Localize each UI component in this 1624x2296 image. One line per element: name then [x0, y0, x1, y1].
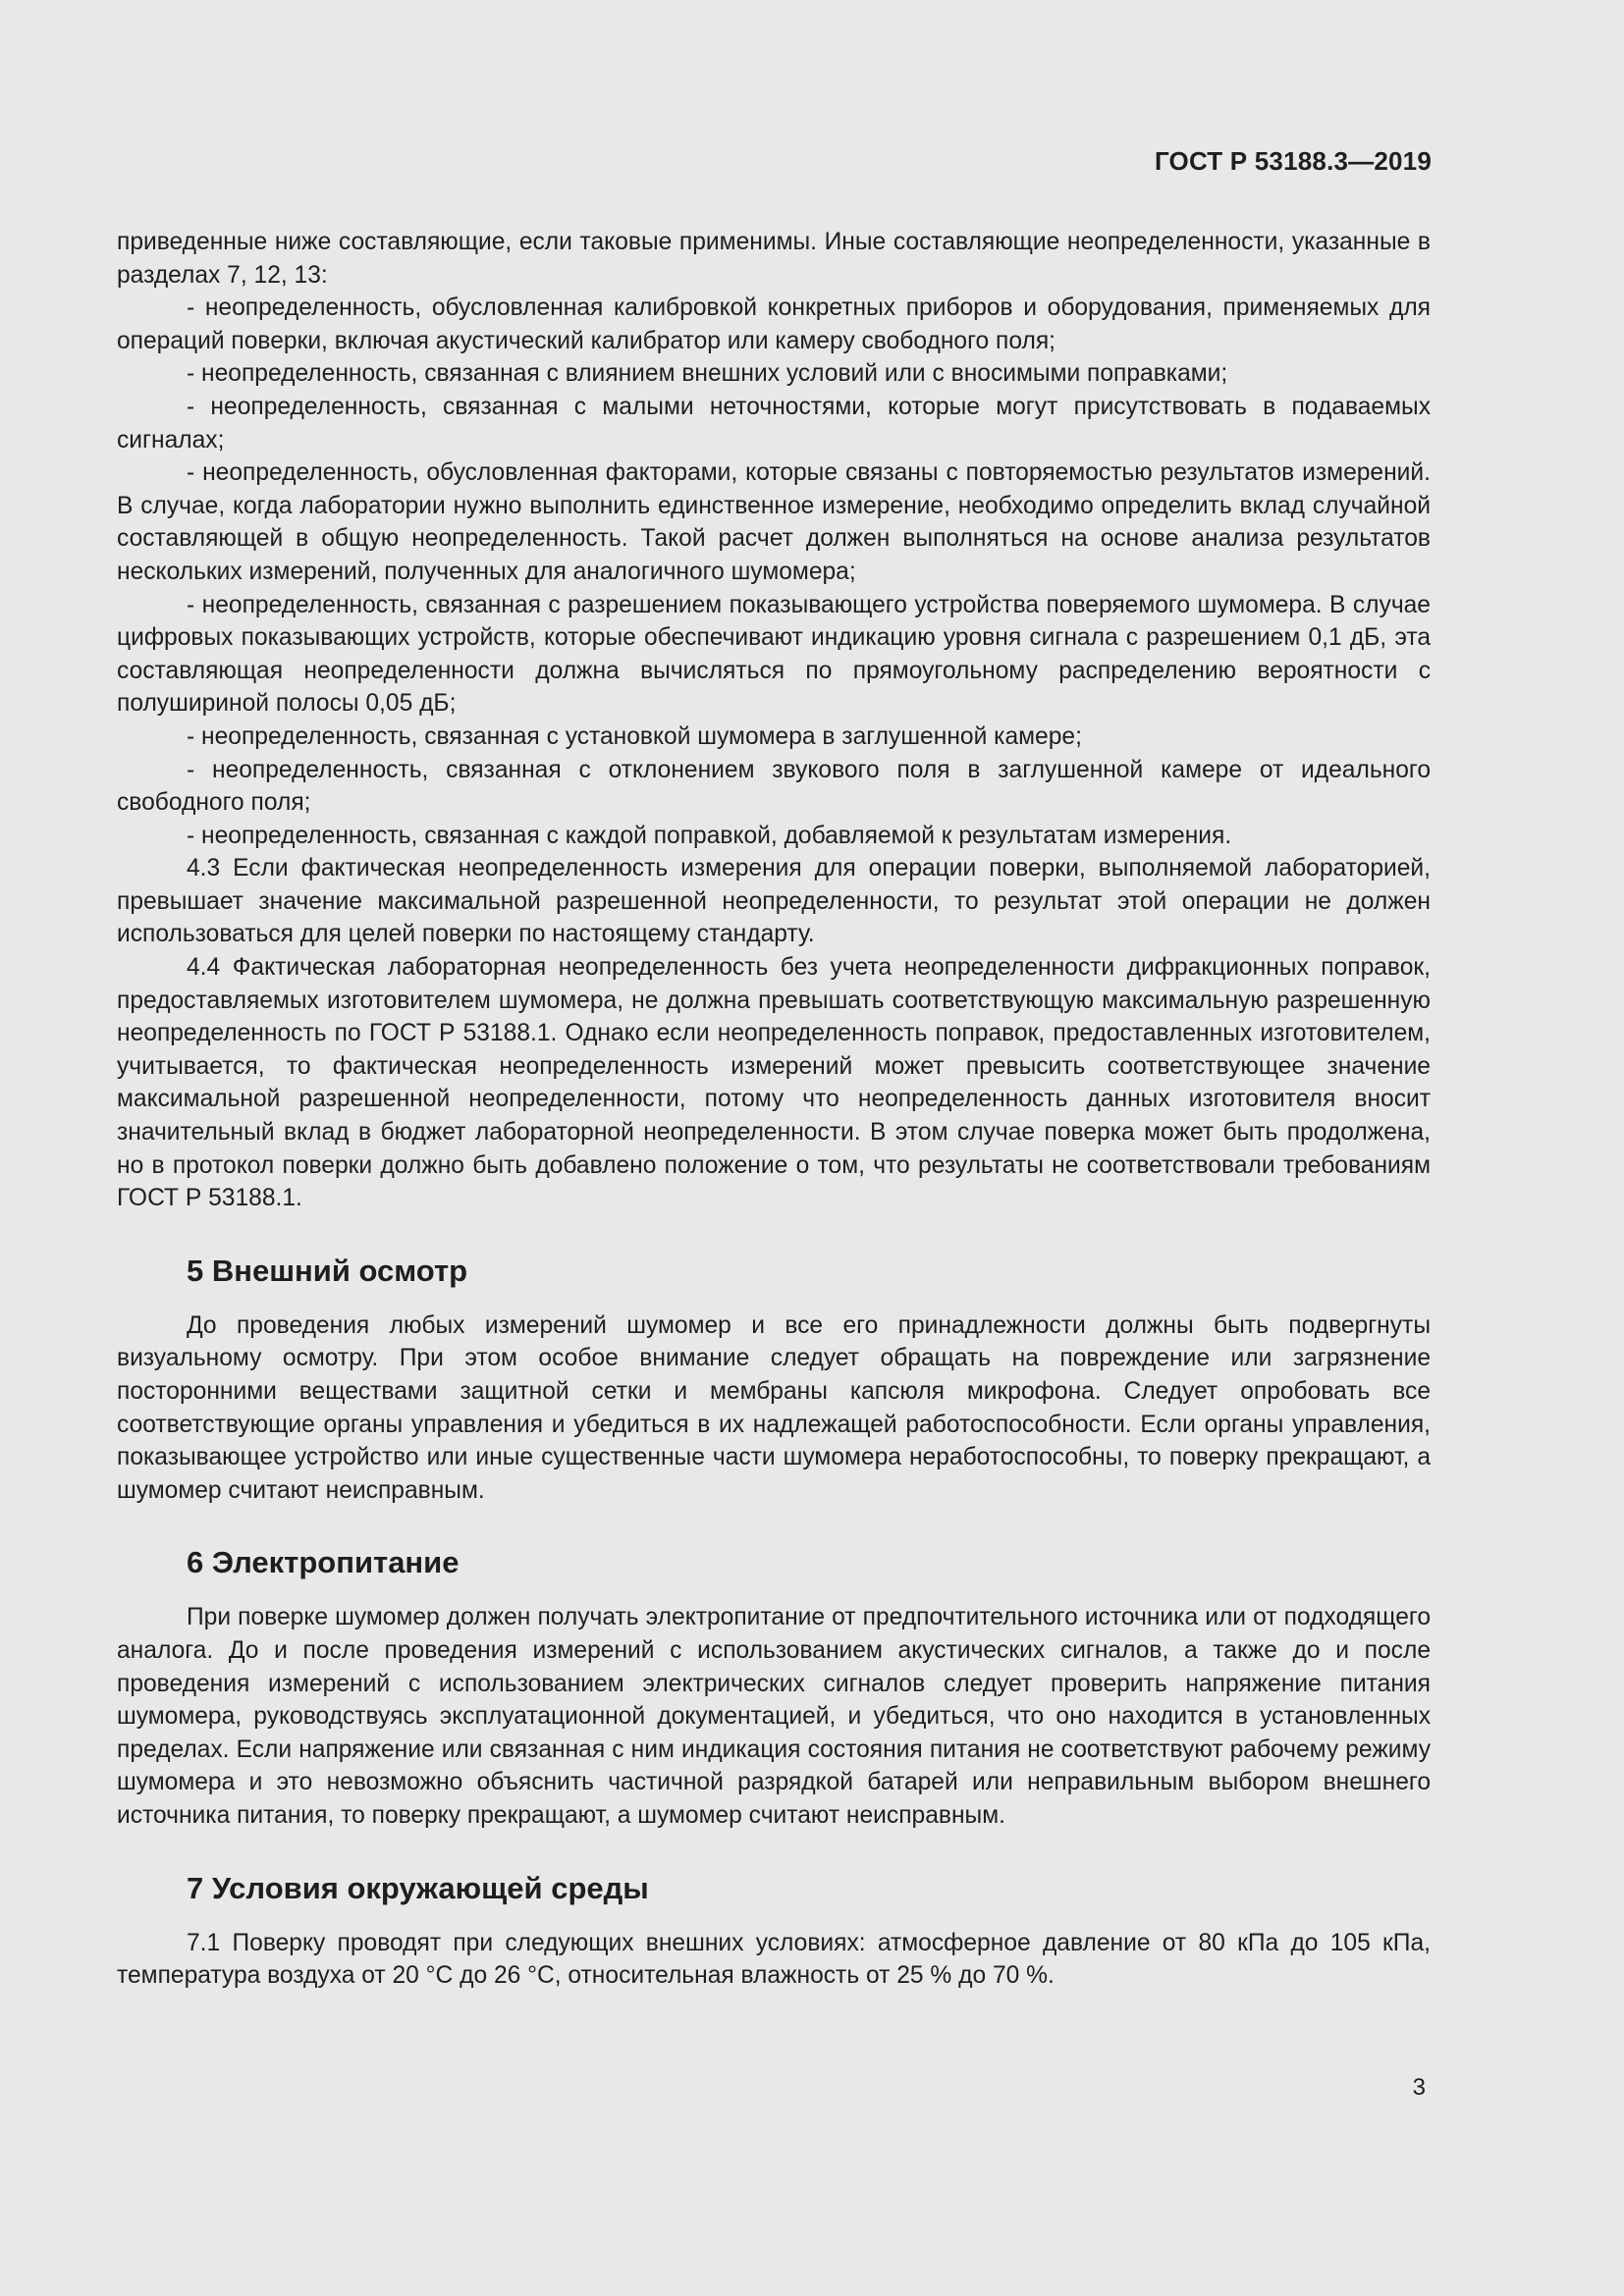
list-item: - неопределенность, связанная с каждой поправкой, добавляемой к результатам измерения.: [187, 822, 1232, 849]
list-item: - неопределенность, связанная с разрешением показывающего устройства поверяемого шумомера. В случае цифровых показывающих устройств, которые обеспечивают индикацию уровня сигнала с разрешением 0,1 дБ, эта составляющая неопределенности должна вычисляться по прямоугольному распределению вероятности с полушириной полосы 0,05 дБ;: [117, 591, 1431, 718]
list-item: - неопределенность, обусловленная калибровкой конкретных приборов и оборудования, применяемых для операций поверки, включая акустический калибратор или камеру свободного поля;: [117, 294, 1431, 354]
list-item: - неопределенность, связанная с отклонением звукового поля в заглушенной камере от идеального свободного поля;: [117, 756, 1431, 817]
section-6-text: При поверке шумомер должен получать электропитание от предпочтительного источника или от подходящего аналога. До и после проведения измерений с использованием акустических сигналов, а также до и после проведения измерений с использованием электрических сигналов следует проверить напряжение питания шумомера, руководствуясь эксплуатационной документацией, и убедиться, что оно находится в установленных пределах. Если напряжение или связанная с ним индикация состояния питания не соответствуют рабочему режиму шумомера и это невозможно объяснить частичной разрядкой батарей или неправильным выбором внешнего источника питания, то поверку прекращают, а шумомер считают неисправным.: [117, 1604, 1431, 1829]
document-code: ГОСТ Р 53188.3—2019: [1154, 146, 1432, 176]
page-content: [117, 226, 1431, 1993]
paragraph-4-3: 4.3 Если фактическая неопределенность измерения для операции поверки, выполняемой лабораторией, превышает значение максимальной разрешенной неопределенности, то результат этой операции не должен использоваться для целей поверки по настоящему стандарту.: [117, 855, 1431, 948]
paragraph-4-4: 4.4 Фактическая лабораторная неопределенность без учета неопределенности дифракционных поправок, предоставляемых изготовителем шумомера, не должна превышать соответствующую максимальную разрешенную неопределенность по ГОСТ Р 53188.1. Однако если неопределенность поправок, предоставленных изготовителем, учитывается, то фактическая неопределенность измерений может превысить соответствующее значение максимальной разрешенной неопределенности, потому что неопределенность данных изготовителя вносит значительный вклад в бюджет лабораторной неопределенности. В этом случае поверка может быть продолжена, но в протокол поверки должно быть добавлено положение о том, что результаты не соответствовали требованиям ГОСТ Р 53188.1.: [117, 954, 1431, 1212]
paragraph-7-1: 7.1 Поверку проводят при следующих внешних условиях: атмосферное давление от 80 кПа до 105 кПа, температура воздуха от 20 °С до 26 °С, относительная влажность от 25 % до 70 %.: [117, 1929, 1431, 1990]
section-7-title: 7 Условия окружающей среды: [187, 1870, 649, 1905]
section-5-text: До проведения любых измерений шумомер и все его принадлежности должны быть подвергнуты визуальному осмотру. При этом особое внимание следует обращать на повреждение или загрязнение посторонними веществами защитной сетки и мембраны капсюля микрофона. Следует опробовать все соответствующие органы управления и убедиться в их надлежащей работоспособности. Если органы управления, показывающее устройство или иные существенные части шумомера неработоспособны, то поверку прекращают, а шумомер считают неисправным.: [117, 1311, 1431, 1504]
list-item: - неопределенность, связанная с влиянием внешних условий или с вносимыми поправками;: [187, 360, 1228, 388]
section-6-title: 6 Электропитание: [187, 1545, 460, 1580]
section-5-title: 5 Внешний осмотр: [187, 1253, 468, 1288]
list-item: - неопределенность, связанная с малыми неточностями, которые могут присутствовать в подаваемых сигналах;: [117, 393, 1431, 454]
paragraph-intro: приведенные ниже составляющие, если таковые применимы. Иные составляющие неопределенности, указанные в разделах 7, 12, 13:: [117, 229, 1431, 289]
page-number: 3: [1412, 2074, 1426, 2101]
list-item: - неопределенность, обусловленная факторами, которые связаны с повторяемостью результатов измерений. В случае, когда лаборатории нужно выполнить единственное измерение, необходимо определить вклад случайной составляющей в общую неопределенность. Такой расчет должен выполняться на основе анализа результатов нескольких измерений, полученных для аналогичного шумомера;: [117, 459, 1431, 585]
list-item: - неопределенность, связанная с установкой шумомера в заглушенной камере;: [187, 722, 1082, 750]
